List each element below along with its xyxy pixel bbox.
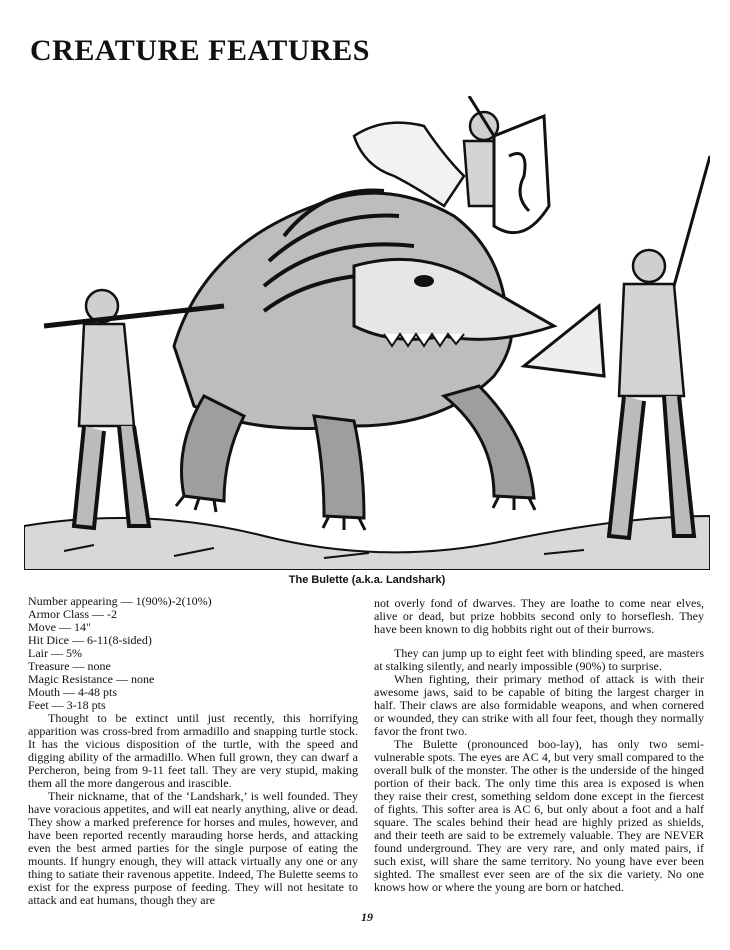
stat-feet: Feet — 3-18 pts bbox=[28, 698, 106, 712]
right-column bbox=[374, 597, 704, 894]
stat-magic-resistance: Magic Resistance — none bbox=[28, 672, 155, 686]
page-title: CREATURE FEATURES bbox=[30, 34, 370, 67]
left-column bbox=[28, 595, 358, 907]
stat-armor-class: Armor Class — -2 bbox=[28, 607, 117, 621]
body-paragraph: When fighting, their primary method of attack is with their awesome jaws, said to be capable of biting the largest charger in half. Their claws are also formidable weapons, and when cornered or wounded, they can strike with all four feet, though they normally favor the front two. bbox=[374, 672, 704, 738]
stat-treasure: Treasure — none bbox=[28, 659, 111, 673]
body-paragraph: not overly fond of dwarves. They are loathe to come near elves, alive or dead, but prize hobbits second only to horseflesh. They have been known to dig hobbits right out of their burrows. bbox=[374, 596, 704, 636]
body-paragraph: Thought to be extinct until just recently, this horrifying apparition was cross-bred from armadillo and snapping turtle stock. It has the vicious disposition of the turtle, with the speed and digging ability of the armadillo. When full grown, they can dwarf a Percheron, being from 9-11 feet tall. They are very stupid, making them all the more dangerous and irascible. bbox=[28, 711, 358, 790]
body-paragraph: Their nickname, that of the ‘Landshark,’ is well founded. They have voracious appetites, and will eat nearly anything, alive or dead. They show a marked preference for horses and mules, however, and have been reported recently marauding horse herds, and attacking even the best armed parties for the single purpose of eating the mounts. If hungry enough, they will attack virtually any one or any thing to satiate their ravenous appetite. Indeed, The Bulette seems to exist for the express purpose of feeding. They will not hesitate to attack and eat humans, though they are bbox=[28, 789, 358, 907]
body-paragraph: They can jump up to eight feet with blinding speed, are masters at stalking silently, and nearly impossible (90%) to surprise. bbox=[374, 646, 704, 673]
bulette-illustration bbox=[24, 96, 710, 570]
figure-caption: The Bulette (a.k.a. Landshark) bbox=[288, 574, 446, 586]
stat-move: Move — 14" bbox=[28, 620, 91, 634]
body-paragraph: The Bulette (pronounced boo-lay), has only two semi-vulnerable spots. The eyes are AC 4, but very small compared to the overall bulk of the monster. The other is the underside of the hinged portion of their back. The only time this area is exposed is when they raise their crest, something seldom done except in the fiercest of fights. This softer area is AC 6, but only about a foot and a half square. The scales behind their head are highly prized as shields, and their teeth are said to be extremely valuable. They are NEVER found underground. They are very rare, and only mated pairs, if such exist, will share the same territory. No young have ever been sighted. The smallest ever seen are of the six die variety. No one knows how or where the young are born or hatched. bbox=[374, 737, 704, 894]
stat-block bbox=[28, 595, 358, 712]
stat-hit-dice: Hit Dice — 6-11(8-sided) bbox=[28, 633, 152, 647]
stat-mouth: Mouth — 4-48 pts bbox=[28, 685, 118, 699]
stat-lair: Lair — 5% bbox=[28, 646, 82, 660]
page-number: 19 bbox=[361, 910, 373, 924]
stat-number-appearing: Number appearing — 1(90%)-2(10%) bbox=[28, 594, 212, 608]
